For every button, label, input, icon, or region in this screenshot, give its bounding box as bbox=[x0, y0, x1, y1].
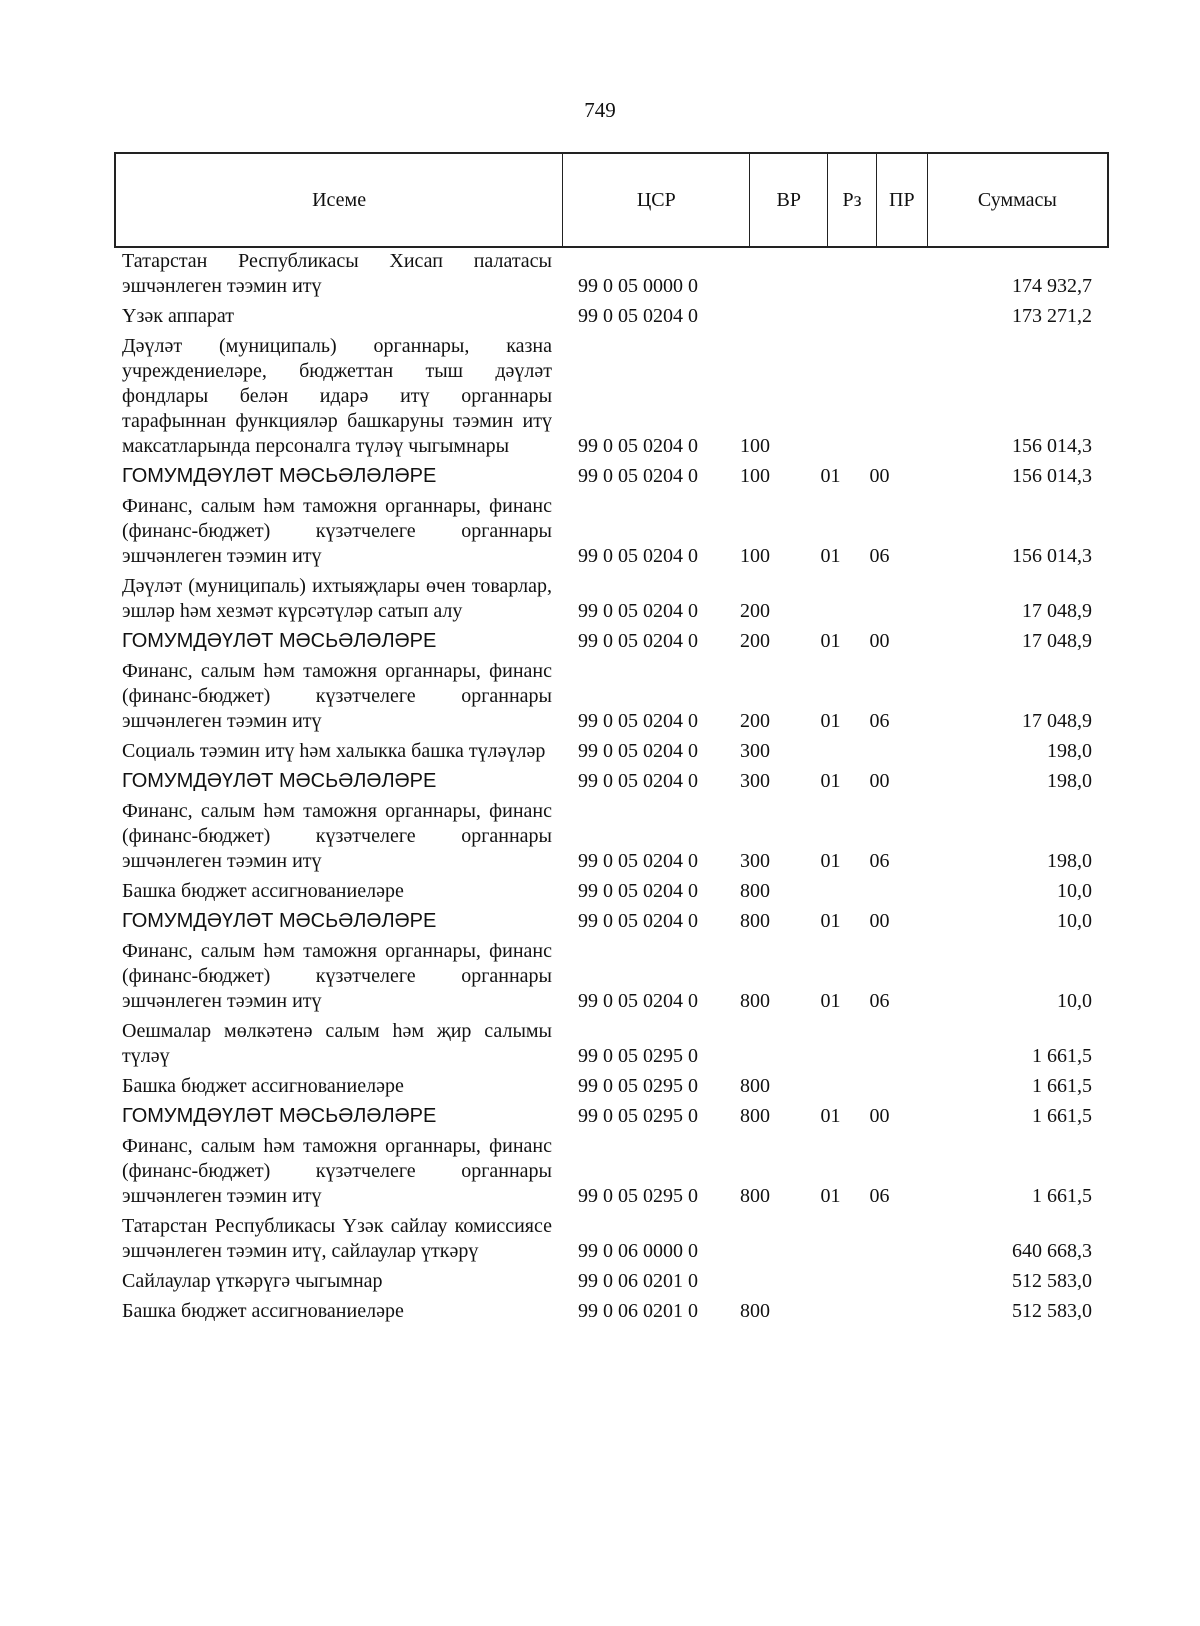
header-rz: Рз bbox=[828, 154, 877, 246]
row-vr: 800 bbox=[740, 910, 770, 932]
row-vr: 200 bbox=[740, 710, 770, 732]
table-row bbox=[122, 1019, 1110, 1069]
row-name: ГОМУМДӘҮЛӘТ МӘСЬӘЛӘЛӘРЕ bbox=[122, 770, 437, 792]
row-sum: 10,0 bbox=[1057, 910, 1092, 932]
row-csr: 99 0 05 0204 0 bbox=[578, 305, 698, 327]
row-name: Финанс, салым һәм таможня органнары, финанс (финанс-бюджет) күзәтчелеге органнары эшчәнлеген тәэмин итү bbox=[122, 1135, 552, 1207]
table-row bbox=[122, 1104, 1110, 1129]
row-csr: 99 0 05 0204 0 bbox=[578, 465, 698, 487]
row-csr: 99 0 05 0295 0 bbox=[578, 1105, 698, 1127]
row-name: Башка бюджет ассигнованиеләре bbox=[122, 880, 404, 902]
table-row bbox=[122, 739, 1110, 764]
row-name: Дәүләт (муниципаль) органнары, казна учреждениеләре, бюджеттан тыш дәүләт фондлары белән идарә итү органнары тарафыннан функцияләр башкаруны тәэмин итү максатларында персоналга түләү чыгымнары bbox=[122, 335, 552, 457]
row-csr: 99 0 05 0204 0 bbox=[578, 435, 698, 457]
row-name: Финанс, салым һәм таможня органнары, финанс (финанс-бюджет) күзәтчелеге органнары эшчәнлеген тәэмин итү bbox=[122, 940, 552, 1012]
table-row bbox=[122, 1074, 1110, 1099]
header-vr: ВР bbox=[750, 154, 828, 246]
row-rz: 01 bbox=[820, 1185, 841, 1207]
row-name: Татарстан Республикасы Үзәк сайлау комиссиясе эшчәнлеген тәэмин итү, сайлаулар үткәрү bbox=[122, 1215, 552, 1262]
row-sum: 156 014,3 bbox=[1012, 465, 1092, 487]
row-sum: 173 271,2 bbox=[1012, 305, 1092, 327]
row-csr: 99 0 05 0204 0 bbox=[578, 740, 698, 762]
row-vr: 800 bbox=[740, 1185, 770, 1207]
row-rz: 01 bbox=[820, 710, 841, 732]
row-rz: 01 bbox=[820, 1105, 841, 1127]
table-body bbox=[122, 249, 1110, 1329]
row-csr: 99 0 05 0204 0 bbox=[578, 880, 698, 902]
row-csr: 99 0 05 0204 0 bbox=[578, 630, 698, 652]
row-pr: 06 bbox=[869, 1185, 890, 1207]
row-sum: 1 661,5 bbox=[1032, 1045, 1092, 1067]
row-csr: 99 0 06 0201 0 bbox=[578, 1300, 698, 1322]
row-vr: 200 bbox=[740, 600, 770, 622]
row-csr: 99 0 05 0204 0 bbox=[578, 850, 698, 872]
header-sum: Суммасы bbox=[977, 188, 1057, 211]
row-sum: 156 014,3 bbox=[1012, 435, 1092, 457]
row-name: Финанс, салым һәм таможня органнары, финанс (финанс-бюджет) күзәтчелеге органнары эшчәнлеген тәэмин итү bbox=[122, 800, 552, 872]
row-sum: 1 661,5 bbox=[1032, 1185, 1092, 1207]
row-sum: 640 668,3 bbox=[1012, 1240, 1092, 1262]
row-pr: 00 bbox=[869, 465, 890, 487]
row-name: Финанс, салым һәм таможня органнары, финанс (финанс-бюджет) күзәтчелеге органнары эшчәнлеген тәэмин итү bbox=[122, 495, 552, 567]
row-csr: 99 0 05 0204 0 bbox=[578, 990, 698, 1012]
page-number: 749 bbox=[584, 98, 616, 122]
row-rz: 01 bbox=[820, 850, 841, 872]
row-sum: 156 014,3 bbox=[1012, 545, 1092, 567]
table-header bbox=[114, 152, 1109, 248]
table-row bbox=[122, 799, 1110, 874]
table-row bbox=[122, 494, 1110, 569]
row-name: Башка бюджет ассигнованиеләре bbox=[122, 1300, 404, 1322]
row-name: ГОМУМДӘҮЛӘТ МӘСЬӘЛӘЛӘРЕ bbox=[122, 910, 437, 932]
row-csr: 99 0 05 0204 0 bbox=[578, 710, 698, 732]
row-csr: 99 0 05 0000 0 bbox=[578, 275, 698, 297]
table-row bbox=[122, 909, 1110, 934]
row-csr: 99 0 06 0201 0 bbox=[578, 1270, 698, 1292]
row-pr: 00 bbox=[869, 770, 890, 792]
row-sum: 10,0 bbox=[1057, 990, 1092, 1012]
row-rz: 01 bbox=[820, 465, 841, 487]
row-pr: 00 bbox=[869, 910, 890, 932]
row-vr: 300 bbox=[740, 850, 770, 872]
row-name: Дәүләт (муниципаль) ихтыяҗлары өчен товарлар, эшләр һәм хезмәт күрсәтүләр сатып алу bbox=[122, 575, 552, 622]
row-sum: 512 583,0 bbox=[1012, 1270, 1092, 1292]
table-row bbox=[122, 659, 1110, 734]
row-pr: 06 bbox=[869, 710, 890, 732]
table-row bbox=[122, 1134, 1110, 1209]
row-sum: 1 661,5 bbox=[1032, 1075, 1092, 1097]
table-row bbox=[122, 334, 1110, 459]
table-row bbox=[122, 249, 1110, 299]
row-name: Оешмалар мөлкәтенә салым һәм җир салымы түләү bbox=[122, 1020, 552, 1067]
row-sum: 512 583,0 bbox=[1012, 1300, 1092, 1322]
row-csr: 99 0 05 0204 0 bbox=[578, 545, 698, 567]
row-sum: 198,0 bbox=[1047, 770, 1092, 792]
row-vr: 200 bbox=[740, 630, 770, 652]
row-name: Башка бюджет ассигнованиеләре bbox=[122, 1075, 404, 1097]
row-csr: 99 0 05 0204 0 bbox=[578, 600, 698, 622]
table-row bbox=[122, 1269, 1110, 1294]
row-sum: 17 048,9 bbox=[1022, 710, 1092, 732]
row-sum: 198,0 bbox=[1047, 740, 1092, 762]
row-csr: 99 0 05 0295 0 bbox=[578, 1185, 698, 1207]
row-vr: 300 bbox=[740, 740, 770, 762]
row-name: Социаль тәэмин итү һәм халыкка башка түләүләр bbox=[122, 740, 546, 762]
row-vr: 100 bbox=[740, 465, 770, 487]
table-row bbox=[122, 939, 1110, 1014]
row-csr: 99 0 05 0204 0 bbox=[578, 910, 698, 932]
row-name: ГОМУМДӘҮЛӘТ МӘСЬӘЛӘЛӘРЕ bbox=[122, 630, 437, 652]
table-row bbox=[122, 629, 1110, 654]
row-name: Үзәк аппарат bbox=[122, 305, 234, 327]
row-name: Финанс, салым һәм таможня органнары, финанс (финанс-бюджет) күзәтчелеге органнары эшчәнлеген тәэмин итү bbox=[122, 660, 552, 732]
row-csr: 99 0 06 0000 0 bbox=[578, 1240, 698, 1262]
table-row bbox=[122, 769, 1110, 794]
row-vr: 100 bbox=[740, 435, 770, 457]
header-name: Исеме bbox=[116, 154, 563, 246]
row-pr: 00 bbox=[869, 630, 890, 652]
row-pr: 06 bbox=[869, 545, 890, 567]
row-sum: 198,0 bbox=[1047, 850, 1092, 872]
row-rz: 01 bbox=[820, 770, 841, 792]
row-sum: 17 048,9 bbox=[1022, 630, 1092, 652]
header-pr: ПР bbox=[877, 154, 928, 246]
table-row bbox=[122, 304, 1110, 329]
row-vr: 800 bbox=[740, 1300, 770, 1322]
row-vr: 800 bbox=[740, 1075, 770, 1097]
row-csr: 99 0 05 0204 0 bbox=[578, 770, 698, 792]
row-vr: 300 bbox=[740, 770, 770, 792]
row-pr: 06 bbox=[869, 990, 890, 1012]
row-csr: 99 0 05 0295 0 bbox=[578, 1045, 698, 1067]
row-rz: 01 bbox=[820, 545, 841, 567]
row-sum: 174 932,7 bbox=[1012, 275, 1092, 297]
table-row bbox=[122, 1299, 1110, 1324]
row-vr: 800 bbox=[740, 1105, 770, 1127]
row-name: ГОМУМДӘҮЛӘТ МӘСЬӘЛӘЛӘРЕ bbox=[122, 1105, 437, 1127]
table-row bbox=[122, 574, 1110, 624]
row-rz: 01 bbox=[820, 910, 841, 932]
row-name: ГОМУМДӘҮЛӘТ МӘСЬӘЛӘЛӘРЕ bbox=[122, 465, 437, 487]
row-name: Татарстан Республикасы Хисап палатасы эшчәнлеген тәэмин итү bbox=[122, 250, 552, 297]
table-row bbox=[122, 879, 1110, 904]
row-name: Сайлаулар үткәрүгә чыгымнар bbox=[122, 1270, 383, 1292]
row-vr: 100 bbox=[740, 545, 770, 567]
row-sum: 10,0 bbox=[1057, 880, 1092, 902]
header-csr: ЦСР bbox=[563, 154, 750, 246]
row-pr: 06 bbox=[869, 850, 890, 872]
row-vr: 800 bbox=[740, 990, 770, 1012]
table-row bbox=[122, 464, 1110, 489]
row-pr: 00 bbox=[869, 1105, 890, 1127]
row-sum: 17 048,9 bbox=[1022, 600, 1092, 622]
table-row bbox=[122, 1214, 1110, 1264]
row-rz: 01 bbox=[820, 990, 841, 1012]
row-rz: 01 bbox=[820, 630, 841, 652]
row-sum: 1 661,5 bbox=[1032, 1105, 1092, 1127]
row-csr: 99 0 05 0295 0 bbox=[578, 1075, 698, 1097]
row-vr: 800 bbox=[740, 880, 770, 902]
